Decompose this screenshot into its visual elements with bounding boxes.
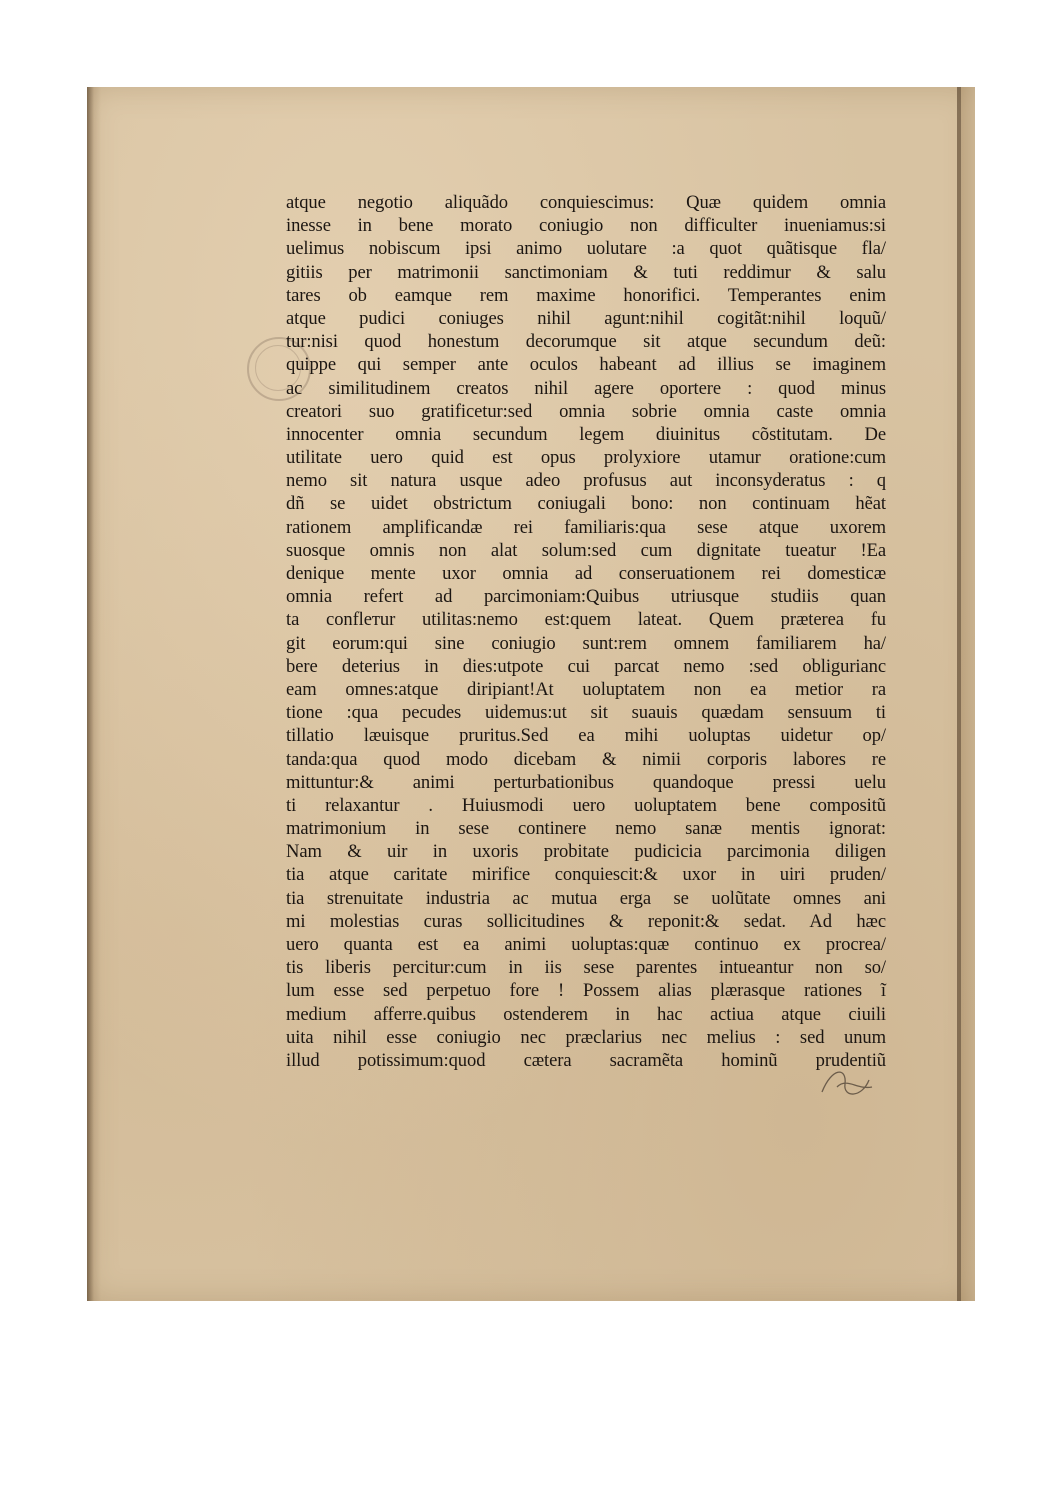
- text-line: nemo sit natura usque adeo profusus aut inconsyderatus : q: [286, 470, 886, 492]
- text-line: bere deterius in dies:utpote cui parcat nemo :sed obligurianc: [286, 655, 886, 677]
- body-text: [286, 191, 886, 1072]
- page-edge: [961, 87, 975, 1301]
- text-line: medium afferre.quibus ostenderem in hac actiua atque ciuili: [286, 1003, 886, 1025]
- text-line: illud potissimum:quod cætera sacramẽta hominũ prudentiũ: [286, 1049, 886, 1071]
- text-line: lum esse sed perpetuo fore ! Possem alias plærasque rationes ĩ: [286, 980, 886, 1002]
- text-line: tia atque caritate mirifice conquiescit:& uxor in uiri pruden/: [286, 864, 886, 886]
- text-line: utilitate uero quid est opus prolyxiore utamur oratione:cum: [286, 447, 886, 469]
- text-line: omnia refert ad parcimoniam:Quibus utriusque studiis quan: [286, 586, 886, 608]
- page-binding-shadow: [87, 87, 101, 1301]
- text-line: inesse in bene morato coniugio non difficulter inueniamus:si: [286, 215, 886, 237]
- text-line: matrimonium in sese continere nemo sanæ mentis ignorat:: [286, 818, 886, 840]
- text-line: tione :qua pecudes uidemus:ut sit suauis quædam sensuum ti: [286, 702, 886, 724]
- text-line: mi molestias curas sollicitudines & reponit:& sedat. Ad hæc: [286, 910, 886, 932]
- text-line: mittuntur:& animi perturbationibus quandoque pressi uelu: [286, 771, 886, 793]
- text-line: ti relaxantur . Huiusmodi uero uoluptatem bene compositũ: [286, 794, 886, 816]
- text-line: gitiis per matrimonii sanctimoniam & tuti reddimur & salu: [286, 261, 886, 283]
- text-line: git eorum:qui sine coniugio sunt:rem omnem familiarem ha/: [286, 632, 886, 654]
- text-line: ta conflетur utilitas:nemo est:quem lateat. Quem præterea fu: [286, 609, 886, 631]
- text-line: tia strenuitate industria ac mutua erga se uolũtate omnes ani: [286, 887, 886, 909]
- text-line: quippe qui semper ante oculos habeant ad illius se imaginem: [286, 354, 886, 376]
- text-line: denique mente uxor omnia ad conseruationem rei domesticæ: [286, 563, 886, 584]
- text-line: tillatio læuisque pruritus.Sed ea mihi uoluptas uidetur op/: [286, 725, 886, 747]
- manuscript-page: [87, 87, 975, 1301]
- text-line: eam omnes:atque diripiant!At uoluptatem non ea metior ra: [286, 678, 886, 700]
- text-line: tur:nisi quod honestum decorumque sit atque secundum deũ:: [286, 331, 886, 353]
- text-line: dñ se uidet obstrictum coniugali bono: non continuam hẽat: [286, 493, 886, 515]
- text-line: Nam & uir in uxoris probitate pudicicia parcimonia diligen: [286, 841, 886, 863]
- text-line: atque pudici coniuges nihil agunt:nihil cogitãt:nihil loquũ/: [286, 307, 886, 329]
- text-line: ac similitudinem creatos nihil agere oportere : quod minus: [286, 377, 886, 399]
- text-line: rationem amplificandæ rei familiaris:qua sese atque uxorem: [286, 516, 886, 538]
- text-line: tanda:qua quod modo dicebam & nimii corporis labores re: [286, 748, 886, 770]
- text-line: tares ob eamque rem maxime honorifici. Temperantes enim: [286, 284, 886, 306]
- text-line: innocenter omnia secundum legem diuinitus cõstitutam. De: [286, 423, 886, 445]
- text-line: creatori suo gratificetur:sed omnia sobrie omnia caste omnia: [286, 400, 886, 422]
- text-line: suosque omnis non alat solum:sed cum dignitate tueatur !Ea: [286, 539, 886, 561]
- text-line: atque negotio aliquãdo conquiescimus: Quæ quidem omnia: [286, 192, 886, 213]
- text-line: uita nihil esse coniugio nec præclarius nec melius : sed unum: [286, 1026, 886, 1048]
- text-line: uero quanta est ea animi uoluptas:quæ continuo ex procrea/: [286, 934, 886, 955]
- text-line: uelimus nobiscum ipsi animo uolutare :a quot quãtisque fla/: [286, 238, 886, 260]
- text-line: tis liberis percitur:cum in iis sese parentes intueantur non so/: [286, 957, 886, 979]
